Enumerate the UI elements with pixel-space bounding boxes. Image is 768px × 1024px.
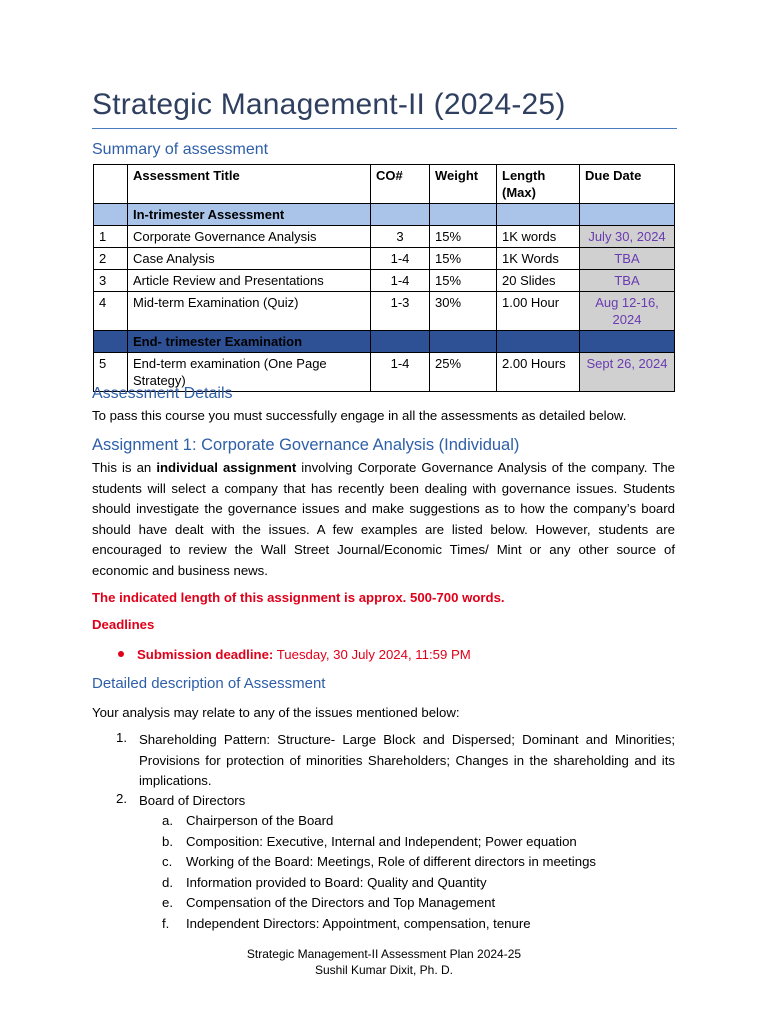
submission-value: Tuesday, 30 July 2024, 11:59 PM (273, 647, 471, 662)
assignment-heading: Assignment 1: Corporate Governance Analysis (Individual) (92, 436, 520, 454)
header-title: Assessment Title (128, 165, 371, 204)
row-weight: 15% (430, 226, 497, 248)
sub-item: Independent Directors: Appointment, compensation, tenure (186, 916, 531, 931)
row-co: 1-4 (371, 248, 430, 270)
row-co: 1-3 (371, 292, 430, 331)
intro-bold: individual assignment (156, 460, 297, 475)
deadlines-label: Deadlines (92, 617, 155, 632)
row-due: TBA (580, 248, 675, 270)
analysis-intro: Your analysis may relate to any of the issues mentioned below: (92, 705, 460, 720)
assessment-summary-table (93, 164, 675, 392)
list-number: 1. (116, 730, 127, 745)
row-due: July 30, 2024 (580, 226, 675, 248)
row-due: TBA (580, 270, 675, 292)
intro-pre: This is an (92, 460, 157, 475)
header-weight: Weight (430, 165, 497, 204)
row-no: 1 (94, 226, 128, 248)
list-item-shareholding: Shareholding Pattern: Structure- Large Block and Dispersed; Dominant and Minorities; Provisions for protection of minorities Shareholders; Changes in the shareholding and its implications. (139, 732, 675, 788)
row-weight: 25% (430, 353, 497, 392)
section-label: In-trimester Assessment (128, 204, 371, 226)
row-title: End-term examination (One Page Strategy) (128, 353, 371, 392)
row-no: 3 (94, 270, 128, 292)
row-due: Aug 12-16, 2024 (580, 292, 675, 331)
section-row-end-trimester (94, 331, 675, 353)
sub-letter: b. (162, 834, 173, 849)
list-item-board: Board of Directors (139, 793, 246, 808)
table-row (94, 248, 675, 270)
header-co: CO# (371, 165, 430, 204)
bullet-icon (118, 651, 124, 657)
sub-letter: c. (162, 854, 173, 869)
row-length: 1K words (497, 226, 580, 248)
summary-heading: Summary of assessment (92, 141, 269, 158)
sub-item: Working of the Board: Meetings, Role of different directors in meetings (186, 854, 596, 869)
intro-post: involving Corporate Governance Analysis of the company. The students will select a company that has recently been dealing with governance issues. Students should investigate the governance issues and make suggestions as to how the company’s board should have dealt with the issues. A few examples are listed below. However, students are encouraged to review the Wall Street Journal/Economic Times/ Mint or any other source of economic and business news. (92, 460, 675, 578)
sub-letter: a. (162, 813, 173, 828)
row-co: 1-4 (371, 353, 430, 392)
row-length: 20 Slides (497, 270, 580, 292)
header-no (94, 165, 128, 204)
row-title: Case Analysis (128, 248, 371, 270)
list-number: 2. (116, 791, 127, 806)
table-row (94, 226, 675, 248)
row-title: Article Review and Presentations (128, 270, 371, 292)
table-row (94, 292, 675, 331)
row-co: 1-4 (371, 270, 430, 292)
row-weight: 30% (430, 292, 497, 331)
sub-item: Chairperson of the Board (186, 813, 334, 828)
row-no: 2 (94, 248, 128, 270)
row-title: Corporate Governance Analysis (128, 226, 371, 248)
section-row-in-trimester (94, 204, 675, 226)
assignment-intro (92, 458, 675, 581)
row-weight: 15% (430, 248, 497, 270)
row-co: 3 (371, 226, 430, 248)
sub-letter: e. (162, 895, 173, 910)
header-length: Length (Max) (497, 165, 580, 204)
section-label: End- trimester Examination (128, 331, 371, 353)
sub-item: Information provided to Board: Quality and Quantity (186, 875, 487, 890)
details-heading: Assessment Details (92, 385, 233, 402)
sub-letter: f. (162, 916, 170, 931)
detailed-heading: Detailed description of Assessment (92, 675, 326, 692)
row-length: 1.00 Hour (497, 292, 580, 331)
row-length: 1K Words (497, 248, 580, 270)
sub-item: Composition: Executive, Internal and Independent; Power equation (186, 834, 577, 849)
row-length: 2.00 Hours (497, 353, 580, 392)
row-no: 5 (94, 353, 128, 392)
table-header-row (94, 165, 675, 204)
row-due: Sept 26, 2024 (580, 353, 675, 392)
footer-line-2: Sushil Kumar Dixit, Ph. D. (314, 963, 454, 977)
document-title: Strategic Management-II (2024-25) (92, 88, 677, 129)
row-title: Mid-term Examination (Quiz) (128, 292, 371, 331)
length-note: The indicated length of this assignment is approx. 500-700 words. (92, 590, 505, 605)
sub-item: Compensation of the Directors and Top Management (186, 895, 496, 910)
row-no: 4 (94, 292, 128, 331)
header-due: Due Date (580, 165, 675, 204)
table-row (94, 270, 675, 292)
submission-label: Submission deadline: (137, 647, 274, 662)
footer-line-1: Strategic Management-II Assessment Plan 2024-25 (246, 947, 522, 961)
details-text: To pass this course you must successfully engage in all the assessments as detailed below. (92, 408, 627, 423)
row-weight: 15% (430, 270, 497, 292)
sub-letter: d. (162, 875, 173, 890)
submission-deadline-item (118, 647, 471, 662)
